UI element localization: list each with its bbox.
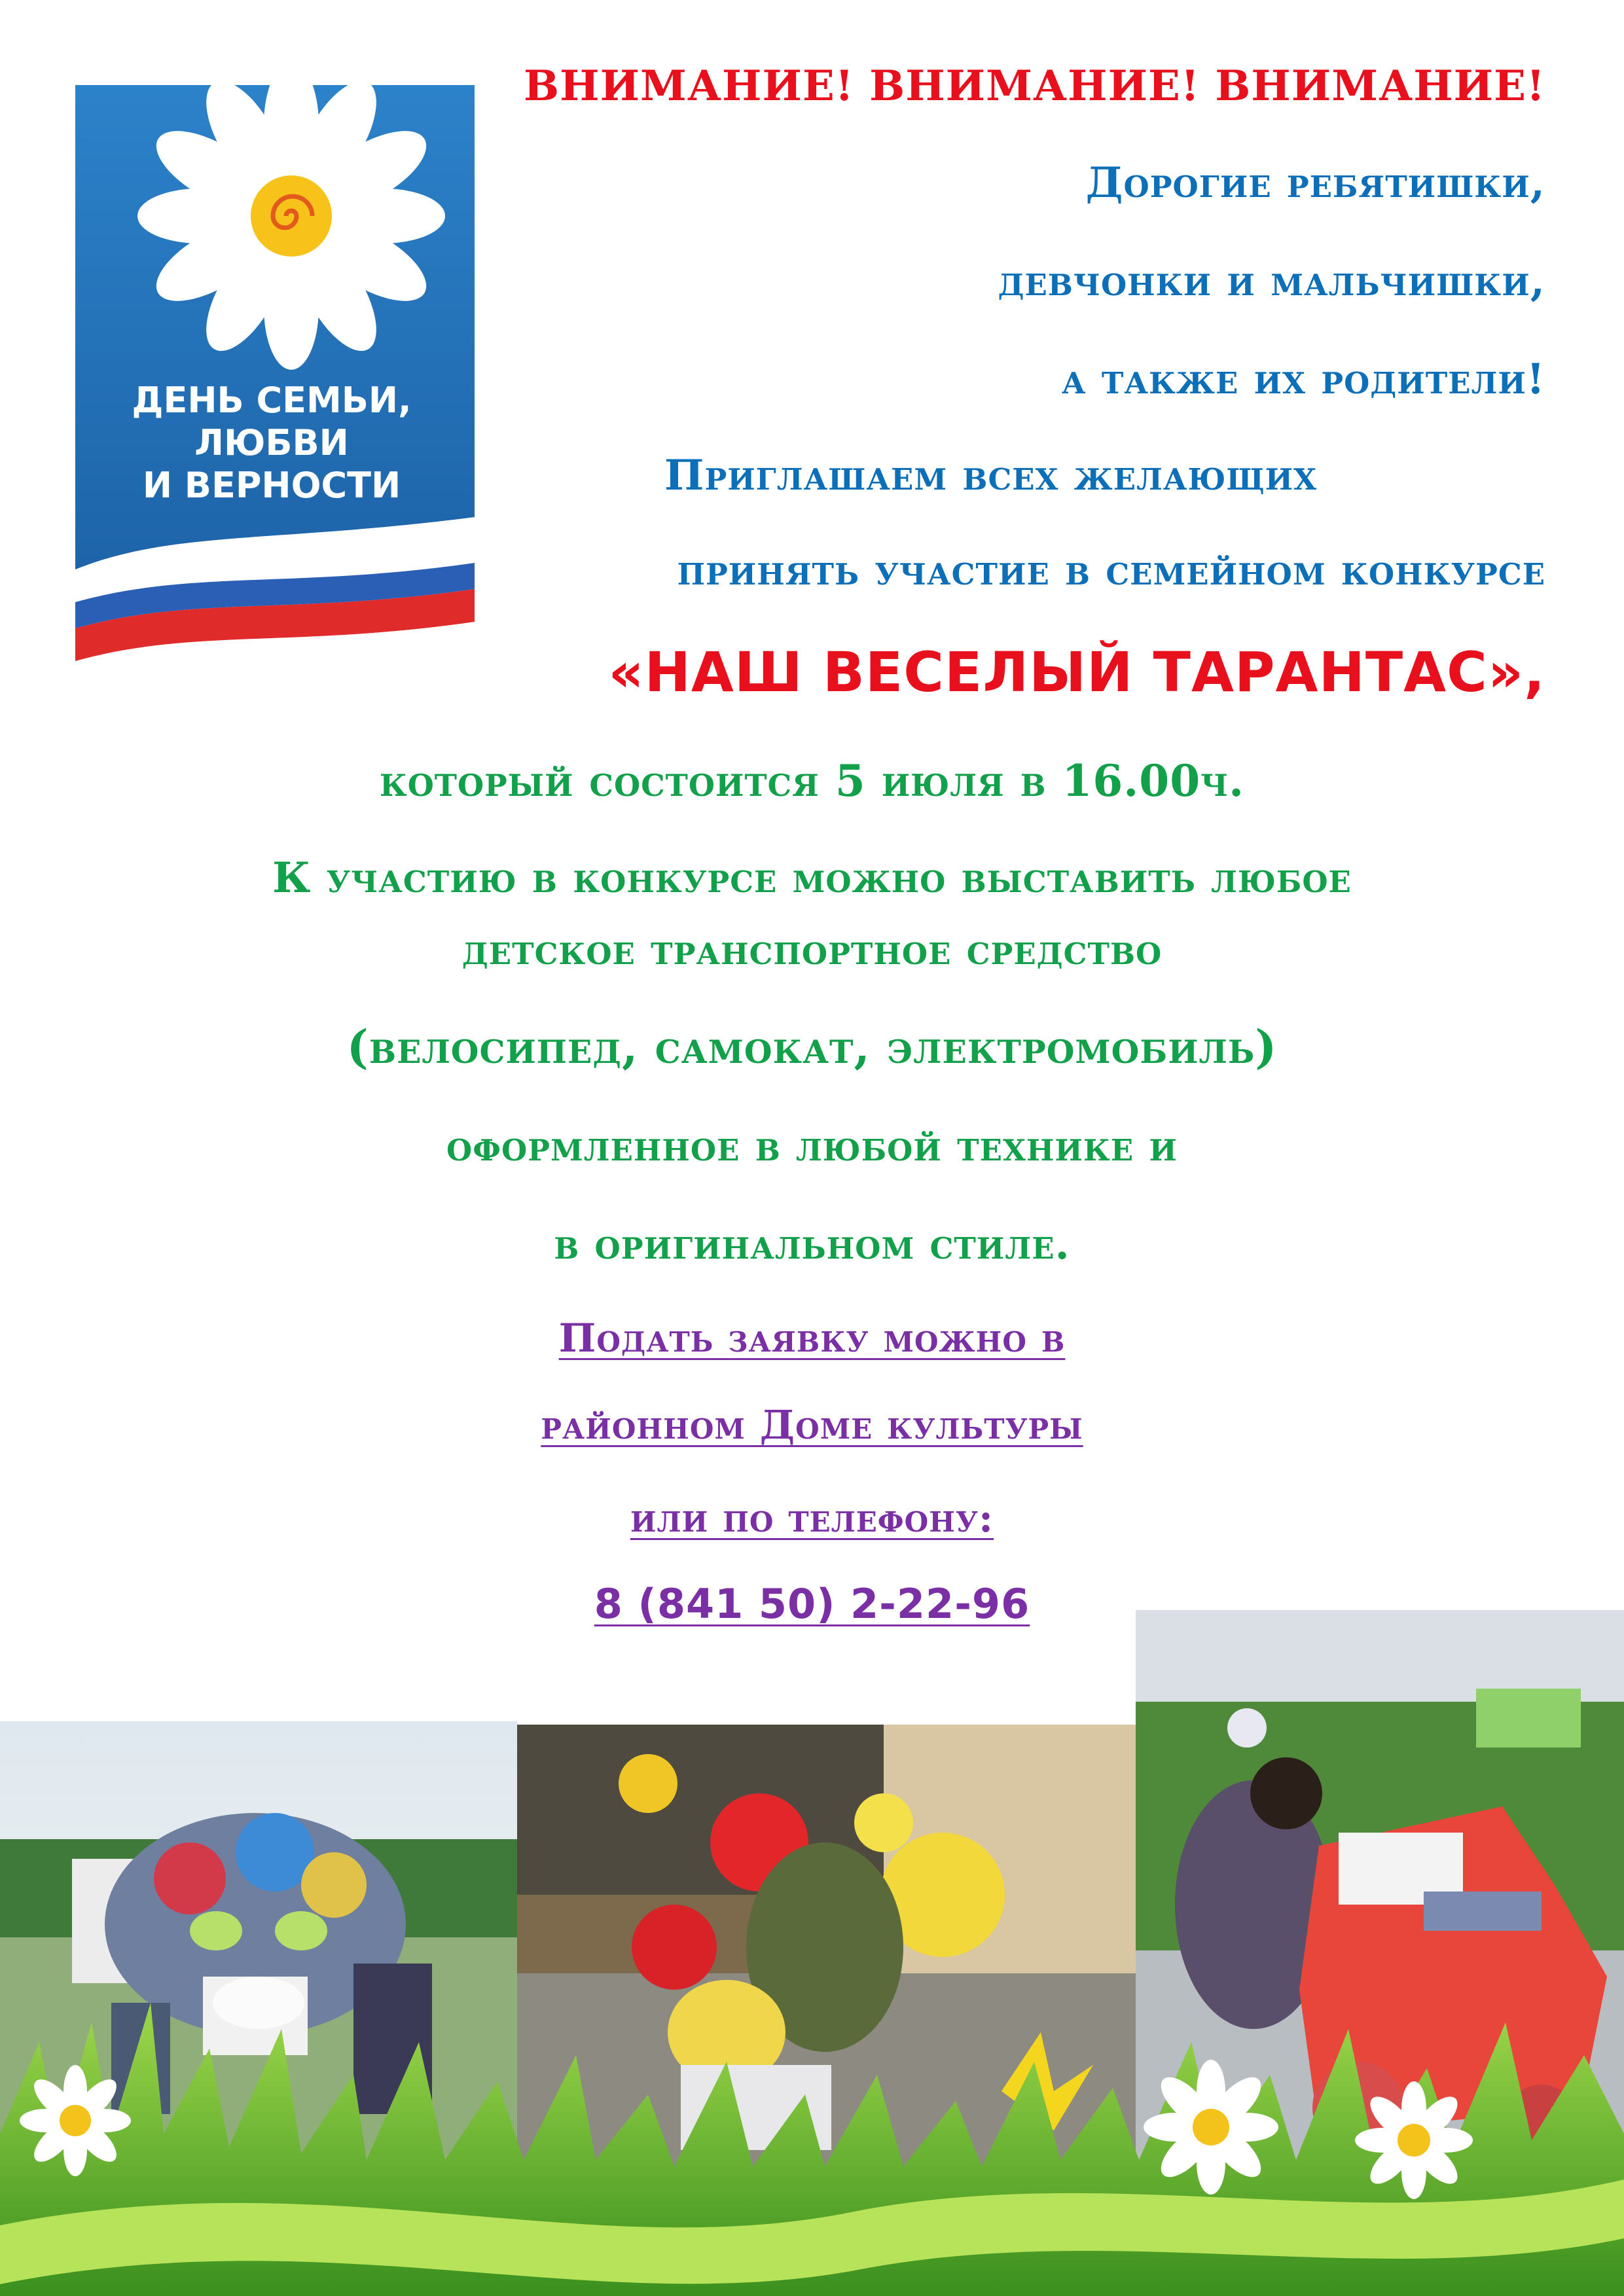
- rule-line-2: детское транспортное средство: [461, 925, 1163, 975]
- invite-line-1: Приглашаем всех желающих: [664, 451, 1318, 500]
- application-line-2: районном Доме культуры: [541, 1403, 1083, 1448]
- contest-title: «НАШ ВЕСЕЛЫЙ ТАРАНТАС»,: [608, 640, 1545, 704]
- logo-text-line1: ДЕНЬ СЕМЬИ,: [132, 380, 412, 421]
- phone-number: 8 (841 50) 2-22-96: [594, 1580, 1030, 1628]
- date-line: который состоится 5 июля в 16.00ч.: [379, 755, 1245, 806]
- rule-line-4: оформленное в любой технике и: [446, 1122, 1178, 1171]
- rule-line-1: К участию в конкурсе можно выставить любое: [272, 853, 1352, 903]
- daisy-flower-2: [1144, 2060, 1278, 2195]
- attention-heading: ВНИМАНИЕ! ВНИМАНИЕ! ВНИМАНИЕ!: [524, 62, 1545, 111]
- rule-line-3: (велосипед, самокат, электромобиль): [346, 1020, 1278, 1074]
- rule-line-5: в оригинальном стиле.: [554, 1220, 1070, 1269]
- logo-text-line3: И ВЕРНОСТИ: [142, 465, 401, 506]
- logo-text-line2: ЛЮБВИ: [194, 422, 349, 463]
- application-line-1: Подать заявку можно в: [558, 1316, 1066, 1361]
- greeting-line-1: Дорогие ребятишки,: [1085, 158, 1545, 207]
- grass-decoration: [0, 1964, 1624, 2296]
- family-day-logo: [75, 85, 475, 661]
- daisy-flower-1: [20, 2065, 131, 2176]
- application-line-3: или по телефону:: [630, 1496, 994, 1541]
- greeting-line-3: а также их родители!: [1061, 355, 1545, 404]
- daisy-flower-3: [1355, 2081, 1473, 2199]
- invite-line-2: принять участие в семейном конкурсе: [677, 546, 1545, 595]
- greeting-line-2: девчонки и мальчишки,: [998, 257, 1545, 306]
